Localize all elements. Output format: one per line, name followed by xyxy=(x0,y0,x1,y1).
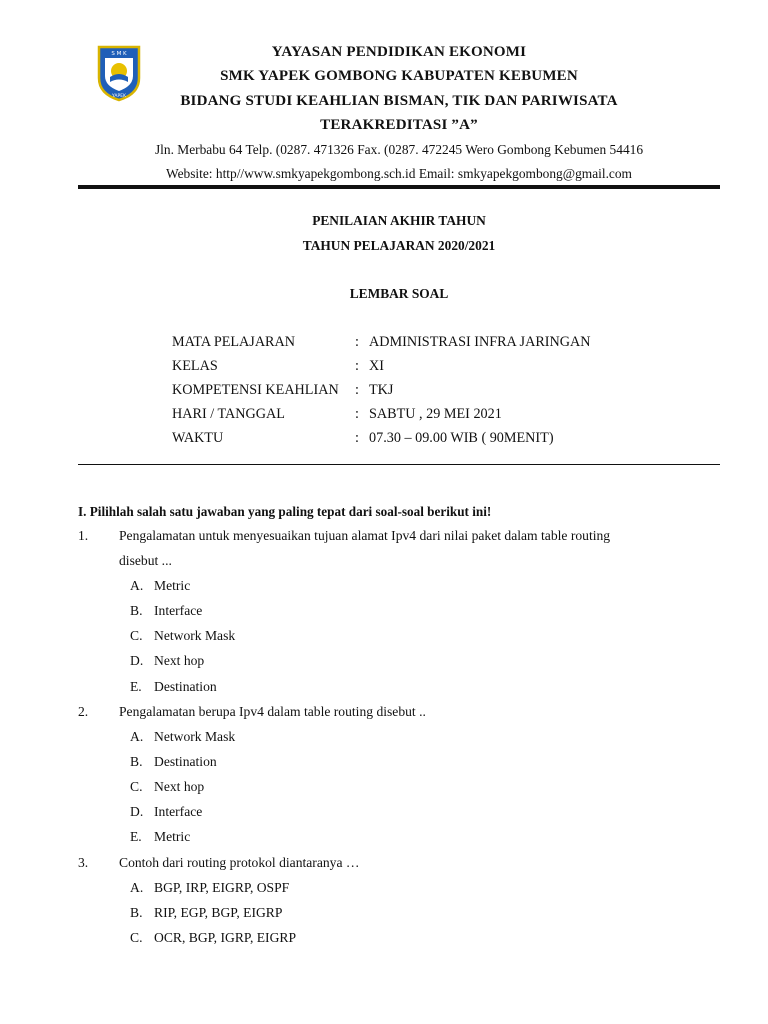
school-name: SMK YAPEK GOMBONG KABUPATEN KEBUMEN xyxy=(220,68,578,84)
study-field: BIDANG STUDI KEAHLIAN BISMAN, TIK DAN PARIWISATA xyxy=(180,93,618,109)
svg-text:S M K: S M K xyxy=(111,51,127,57)
question-text: Contoh dari routing protokol diantaranya … xyxy=(119,855,360,870)
question-number: 1. xyxy=(78,528,89,543)
school-website: Website: http//www.smkyapekgombong.sch.id Email: smkyapekgombong@gmail.com xyxy=(166,166,632,181)
question-number: 3. xyxy=(78,855,89,870)
exam-title: PENILAIAN AKHIR TAHUN xyxy=(312,213,486,228)
info-divider xyxy=(78,464,720,465)
question-text-cont: disebut ... xyxy=(119,553,172,568)
svg-text:YAPEK: YAPEK xyxy=(112,94,126,99)
question-number: 2. xyxy=(78,704,89,719)
exam-year: TAHUN PELAJARAN 2020/2021 xyxy=(302,238,496,253)
school-address: Jln. Merbabu 64 Telp. (0287. 471326 Fax. (0287. 472245 Wero Gombong Kebumen 54416 xyxy=(154,142,644,157)
question-text: Pengalamatan untuk menyesuaikan tujuan alamat Ipv4 dari nilai paket dalam table routing xyxy=(119,528,611,543)
foundation-name: YAYASAN PENDIDIKAN EKONOMI xyxy=(271,44,527,60)
header-divider xyxy=(78,185,720,189)
sheet-title: LEMBAR SOAL xyxy=(349,286,449,301)
instruction: I. Pilihlah salah satu jawaban yang paling tepat dari soal-soal berikut ini! xyxy=(78,504,492,519)
question-text: Pengalamatan berupa Ipv4 dalam table routing disebut .. xyxy=(119,704,426,719)
accreditation: TERAKREDITASI ”A” xyxy=(320,117,478,133)
